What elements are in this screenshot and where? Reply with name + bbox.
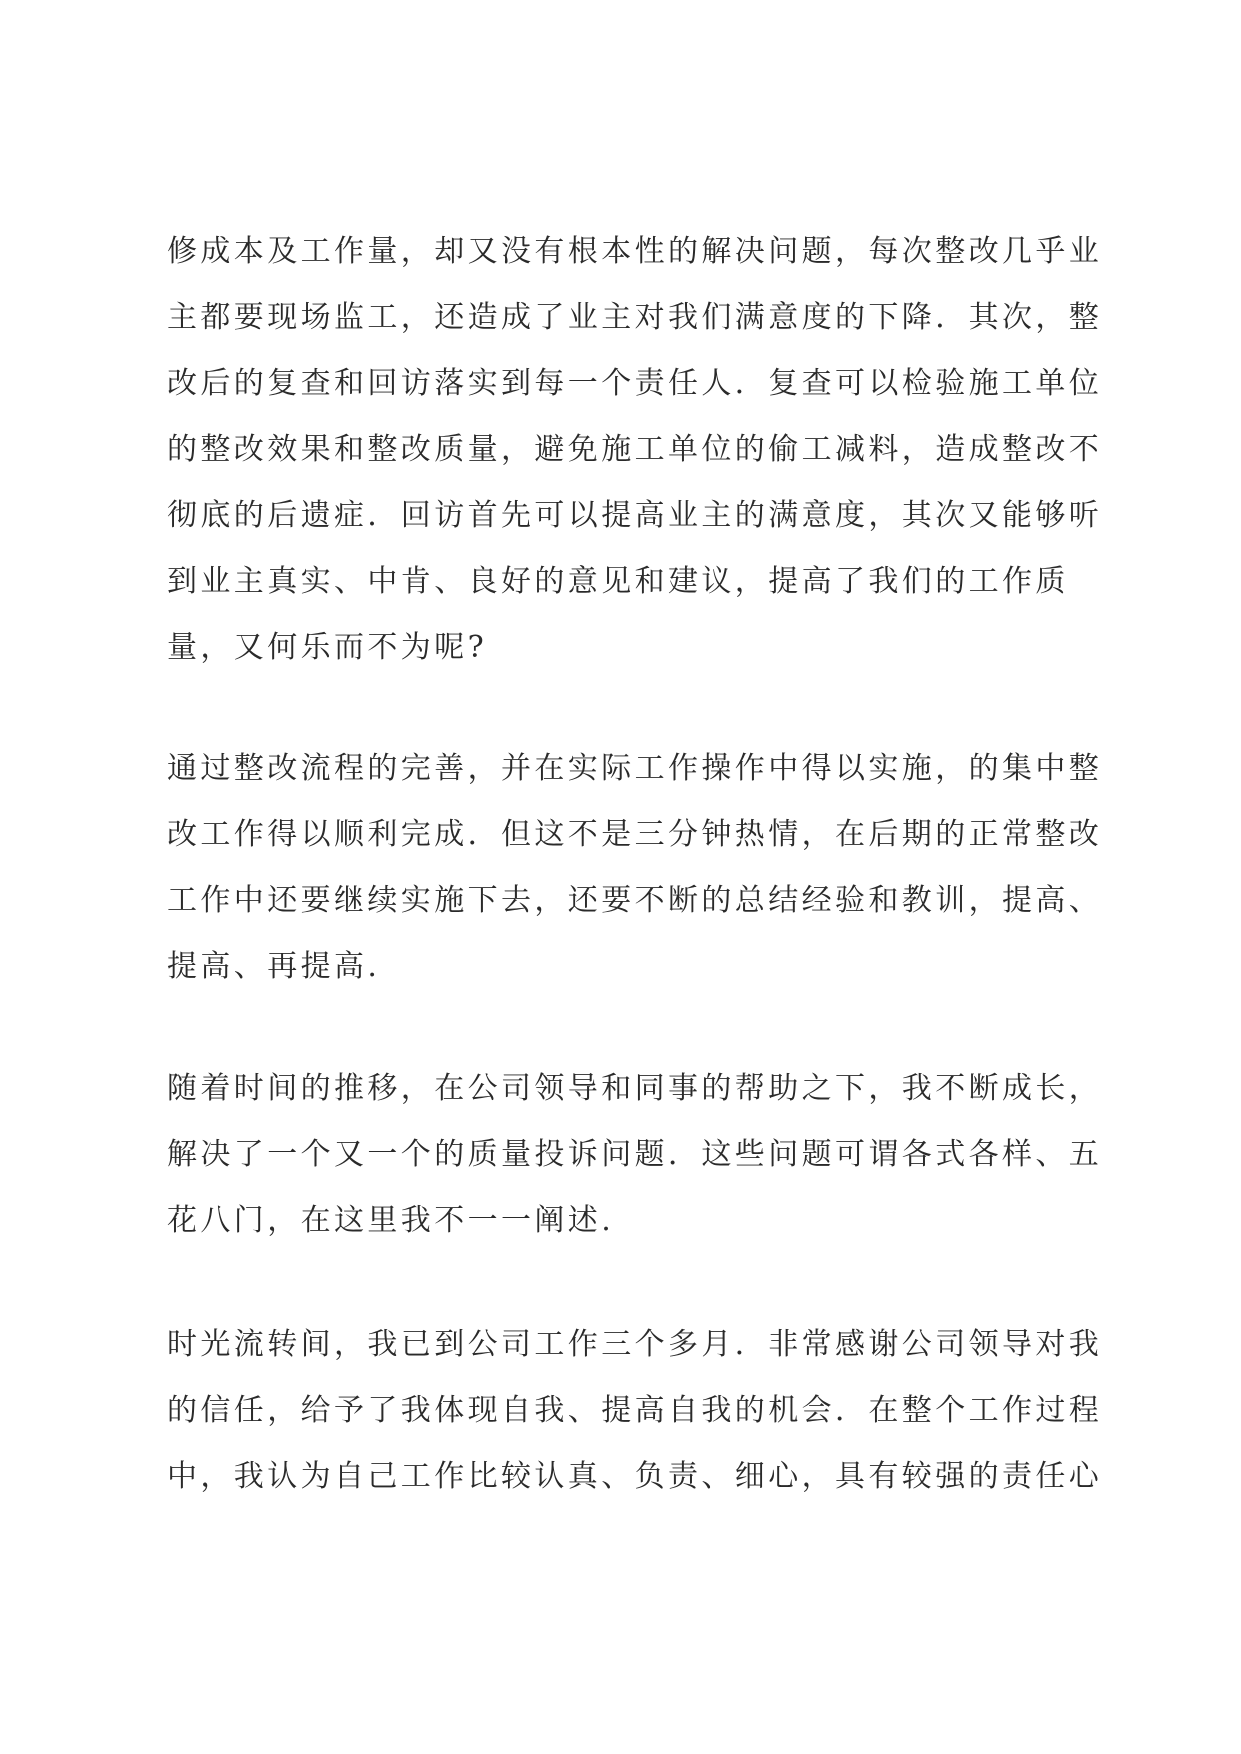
paragraph-line: 主都要现场监工，还造成了业主对我们满意度的下降．其次，整 <box>167 300 1103 335</box>
paragraph-line: 时光流转间，我已到公司工作三个多月．非常感谢公司领导对我 <box>167 1327 1103 1362</box>
paragraph-line: 改工作得以顺利完成．但这不是三分钟热情，在后期的正常整改 <box>167 817 1103 852</box>
paragraph-line: 解决了一个又一个的质量投诉问题．这些问题可谓各式各样、五 <box>167 1137 1103 1172</box>
paragraph-line: 花八门，在这里我不一一阐述. <box>167 1203 615 1238</box>
paragraph-line: 提高、再提高. <box>167 949 381 984</box>
paragraph-line: 的信任，给予了我体现自我、提高自我的机会．在整个工作过程 <box>167 1393 1103 1428</box>
paragraph-line: 中，我认为自己工作比较认真、负责、细心，具有较强的责任心 <box>167 1459 1103 1494</box>
paragraph-line: 工作中还要继续实施下去，还要不断的总结经验和教训，提高、 <box>167 883 1103 918</box>
paragraph-process-improvement <box>167 736 1103 1000</box>
paragraph-rectification-process <box>167 219 1103 681</box>
paragraph-line: 改后的复查和回访落实到每一个责任人．复查可以检验施工单位 <box>167 366 1103 401</box>
paragraph-line: 通过整改流程的完善，并在实际工作操作中得以实施，的集中整 <box>167 751 1103 786</box>
paragraph-line: 量，又何乐而不为呢? <box>167 630 488 665</box>
paragraph-self-evaluation <box>167 1312 1103 1510</box>
paragraph-line: 随着时间的推移，在公司领导和同事的帮助之下，我不断成长， <box>167 1071 1103 1106</box>
paragraph-growth <box>167 1056 1103 1254</box>
paragraph-line: 修成本及工作量，却又没有根本性的解决问题，每次整改几乎业 <box>167 234 1103 269</box>
paragraph-line: 彻底的后遗症．回访首先可以提高业主的满意度，其次又能够听 <box>167 498 1103 533</box>
paragraph-line: 的整改效果和整改质量，避免施工单位的偷工减料，造成整改不 <box>167 432 1103 467</box>
paragraph-line: 到业主真实、中肯、良好的意见和建议，提高了我们的工作质 <box>167 564 1069 599</box>
